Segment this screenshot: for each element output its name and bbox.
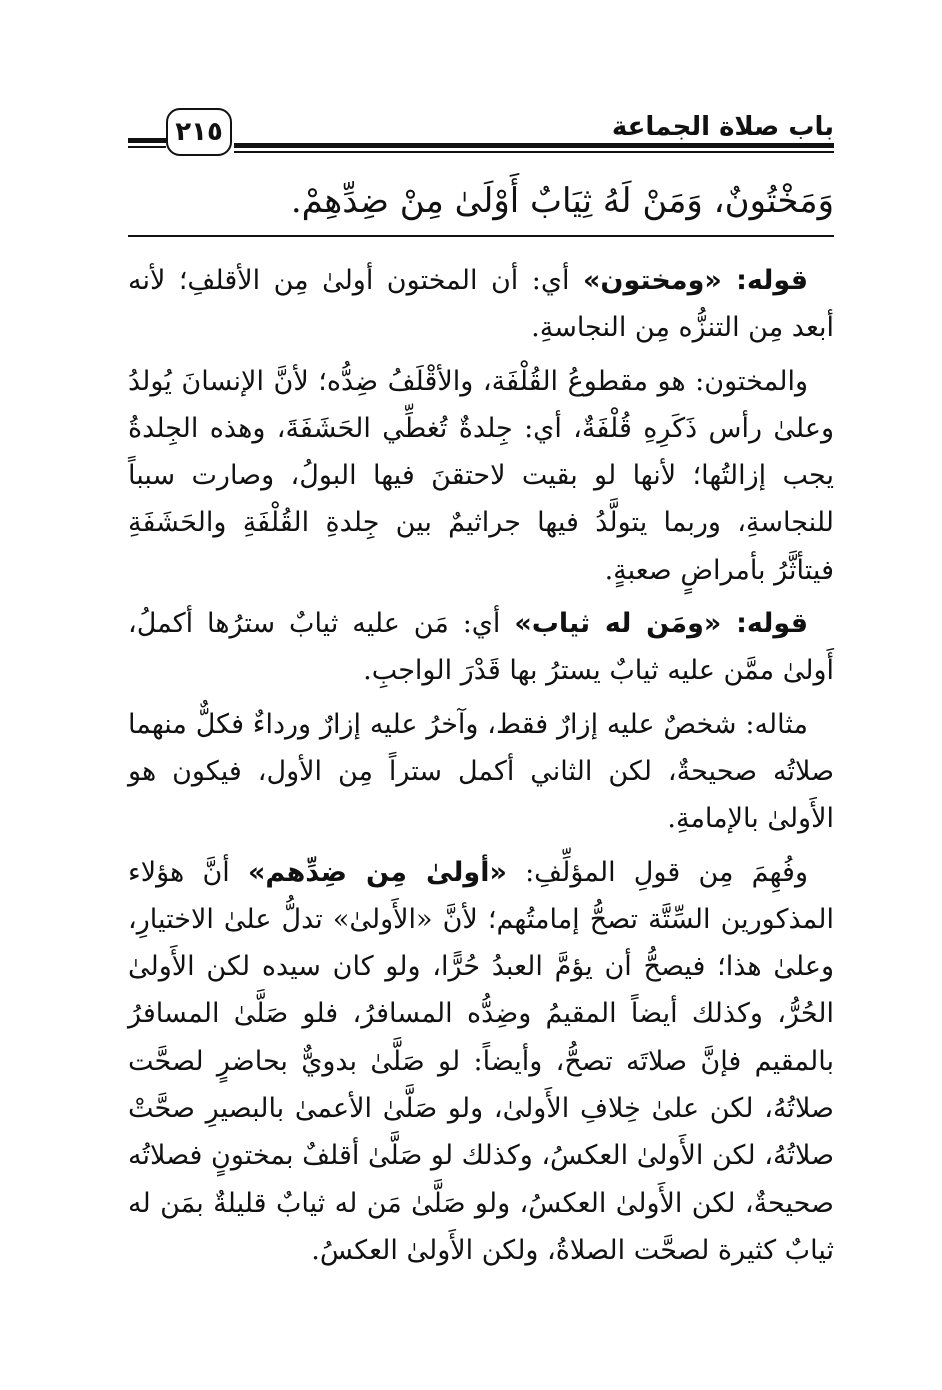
page-number-badge <box>166 108 232 156</box>
matn-text: وَمَخْتُونٌ، وَمَنْ لَهُ ثِيَابٌ أَوْلَىٰ مِنْ ضِدِّهِمْ. <box>290 181 834 221</box>
lead-label: قوله: <box>721 265 808 296</box>
paragraph-1 <box>128 257 834 352</box>
quoted-term: «ومَن له ثياب» <box>514 608 722 640</box>
commentary <box>128 257 834 1274</box>
paragraph-2 <box>128 358 834 594</box>
matn-separator <box>128 235 834 237</box>
paragraph-text: أنَّ هؤلاء المذكورين السِّتَّة تصحُّ إمامتُهم؛ لأنَّ «الأَولىٰ» تدلُّ علىٰ الاختيارِ، وعلىٰ هذا؛ فيصحُّ أن يؤمَّ العبدُ حُرًّا، ولو كان سيده لكن الأَولىٰ الحُرُّ، وكذلك أيضاً المقيمُ وضِدُّه المسافرُ، فلو صَلَّىٰ المسافرُ بالمقيم فإنَّ صلاتَه تصحُّ، وأيضاً: لو صَلَّىٰ بدويٌّ بحاضرٍ لصحَّت صلاتُهُ، لكن علىٰ خِلافِ الأَولىٰ، ولو صَلَّىٰ الأعمىٰ بالبصيرِ صحَّتْ صلاتُهُ، لكن الأَولىٰ العكسُ، وكذلك لو صَلَّىٰ أقلفٌ بمختونٍ فصلاتُه صحيحةٌ، لكن الأَولىٰ العكسُ، ولو صَلَّىٰ مَن له ثيابٌ قليلةٌ بمَن له ثيابٌ كثيرة لصحَّت الصلاةُ، ولكن الأَولىٰ العكسُ. <box>128 856 834 1266</box>
quoted-term: «أولىٰ مِن ضِدِّهم» <box>247 856 507 888</box>
header-rule-right-thin <box>234 151 834 153</box>
header-rule-left <box>128 138 166 143</box>
paragraph-3 <box>128 600 834 695</box>
header-rule-left-thin <box>128 146 166 148</box>
paragraph-text: أي: مَن عليه ثيابٌ سترُها أكملُ، أَولىٰ ممَّن عليه ثيابٌ يسترُ بها قَدْرَ الواجبِ. <box>128 608 834 687</box>
chapter-title: باب صلاة الجماعة <box>611 112 834 142</box>
paragraph-text: أي: أن المختون أولىٰ مِن الأقلفِ؛ لأنه أبعد مِن التنزُّه مِن النجاسةِ. <box>128 265 834 344</box>
quoted-term: «ومختون» <box>582 265 722 296</box>
paragraph-5 <box>128 849 834 1275</box>
page-number: ٢١٥ <box>175 117 223 147</box>
paragraph-4 <box>128 701 834 843</box>
paragraph-text: مثاله: شخصٌ عليه إزارٌ فقط، وآخرُ عليه إزارٌ ورداءٌ فكلٌّ منهما صلاتُه صحيحةٌ، لكن الثاني أكمل ستراً مِن الأول، فيكون هو الأَولىٰ بالإمامةِ. <box>128 708 834 835</box>
paragraph-prefix: وفُهِمَ مِن قولِ المؤلِّفِ: <box>506 856 808 888</box>
lead-label: قوله: <box>721 608 808 640</box>
header-rule-right <box>234 143 834 148</box>
paragraph-text: والمختون: هو مقطوعُ القُلْفَة، والأقْلَفُ ضِدُّه؛ لأنَّ الإنسانَ يُولدُ وعلىٰ رأس ذَكَرِهِ قُلْفَةٌ، أي: جِلدةٌ تُغطِّي الحَشَفَةَ، وهذه الجِلدةُ يجب إزالتُها؛ لأنها لو بقيت لاحتقنَ فيها البولُ، وصارت سبباً للنجاسةِ، وربما يتولَّدُ فيها جراثيمٌ بين جِلدةِ القُلْفَةِ والحَشَفَةِ فيتأثَّرُ بأمراضٍ صعبةٍ. <box>128 365 834 586</box>
